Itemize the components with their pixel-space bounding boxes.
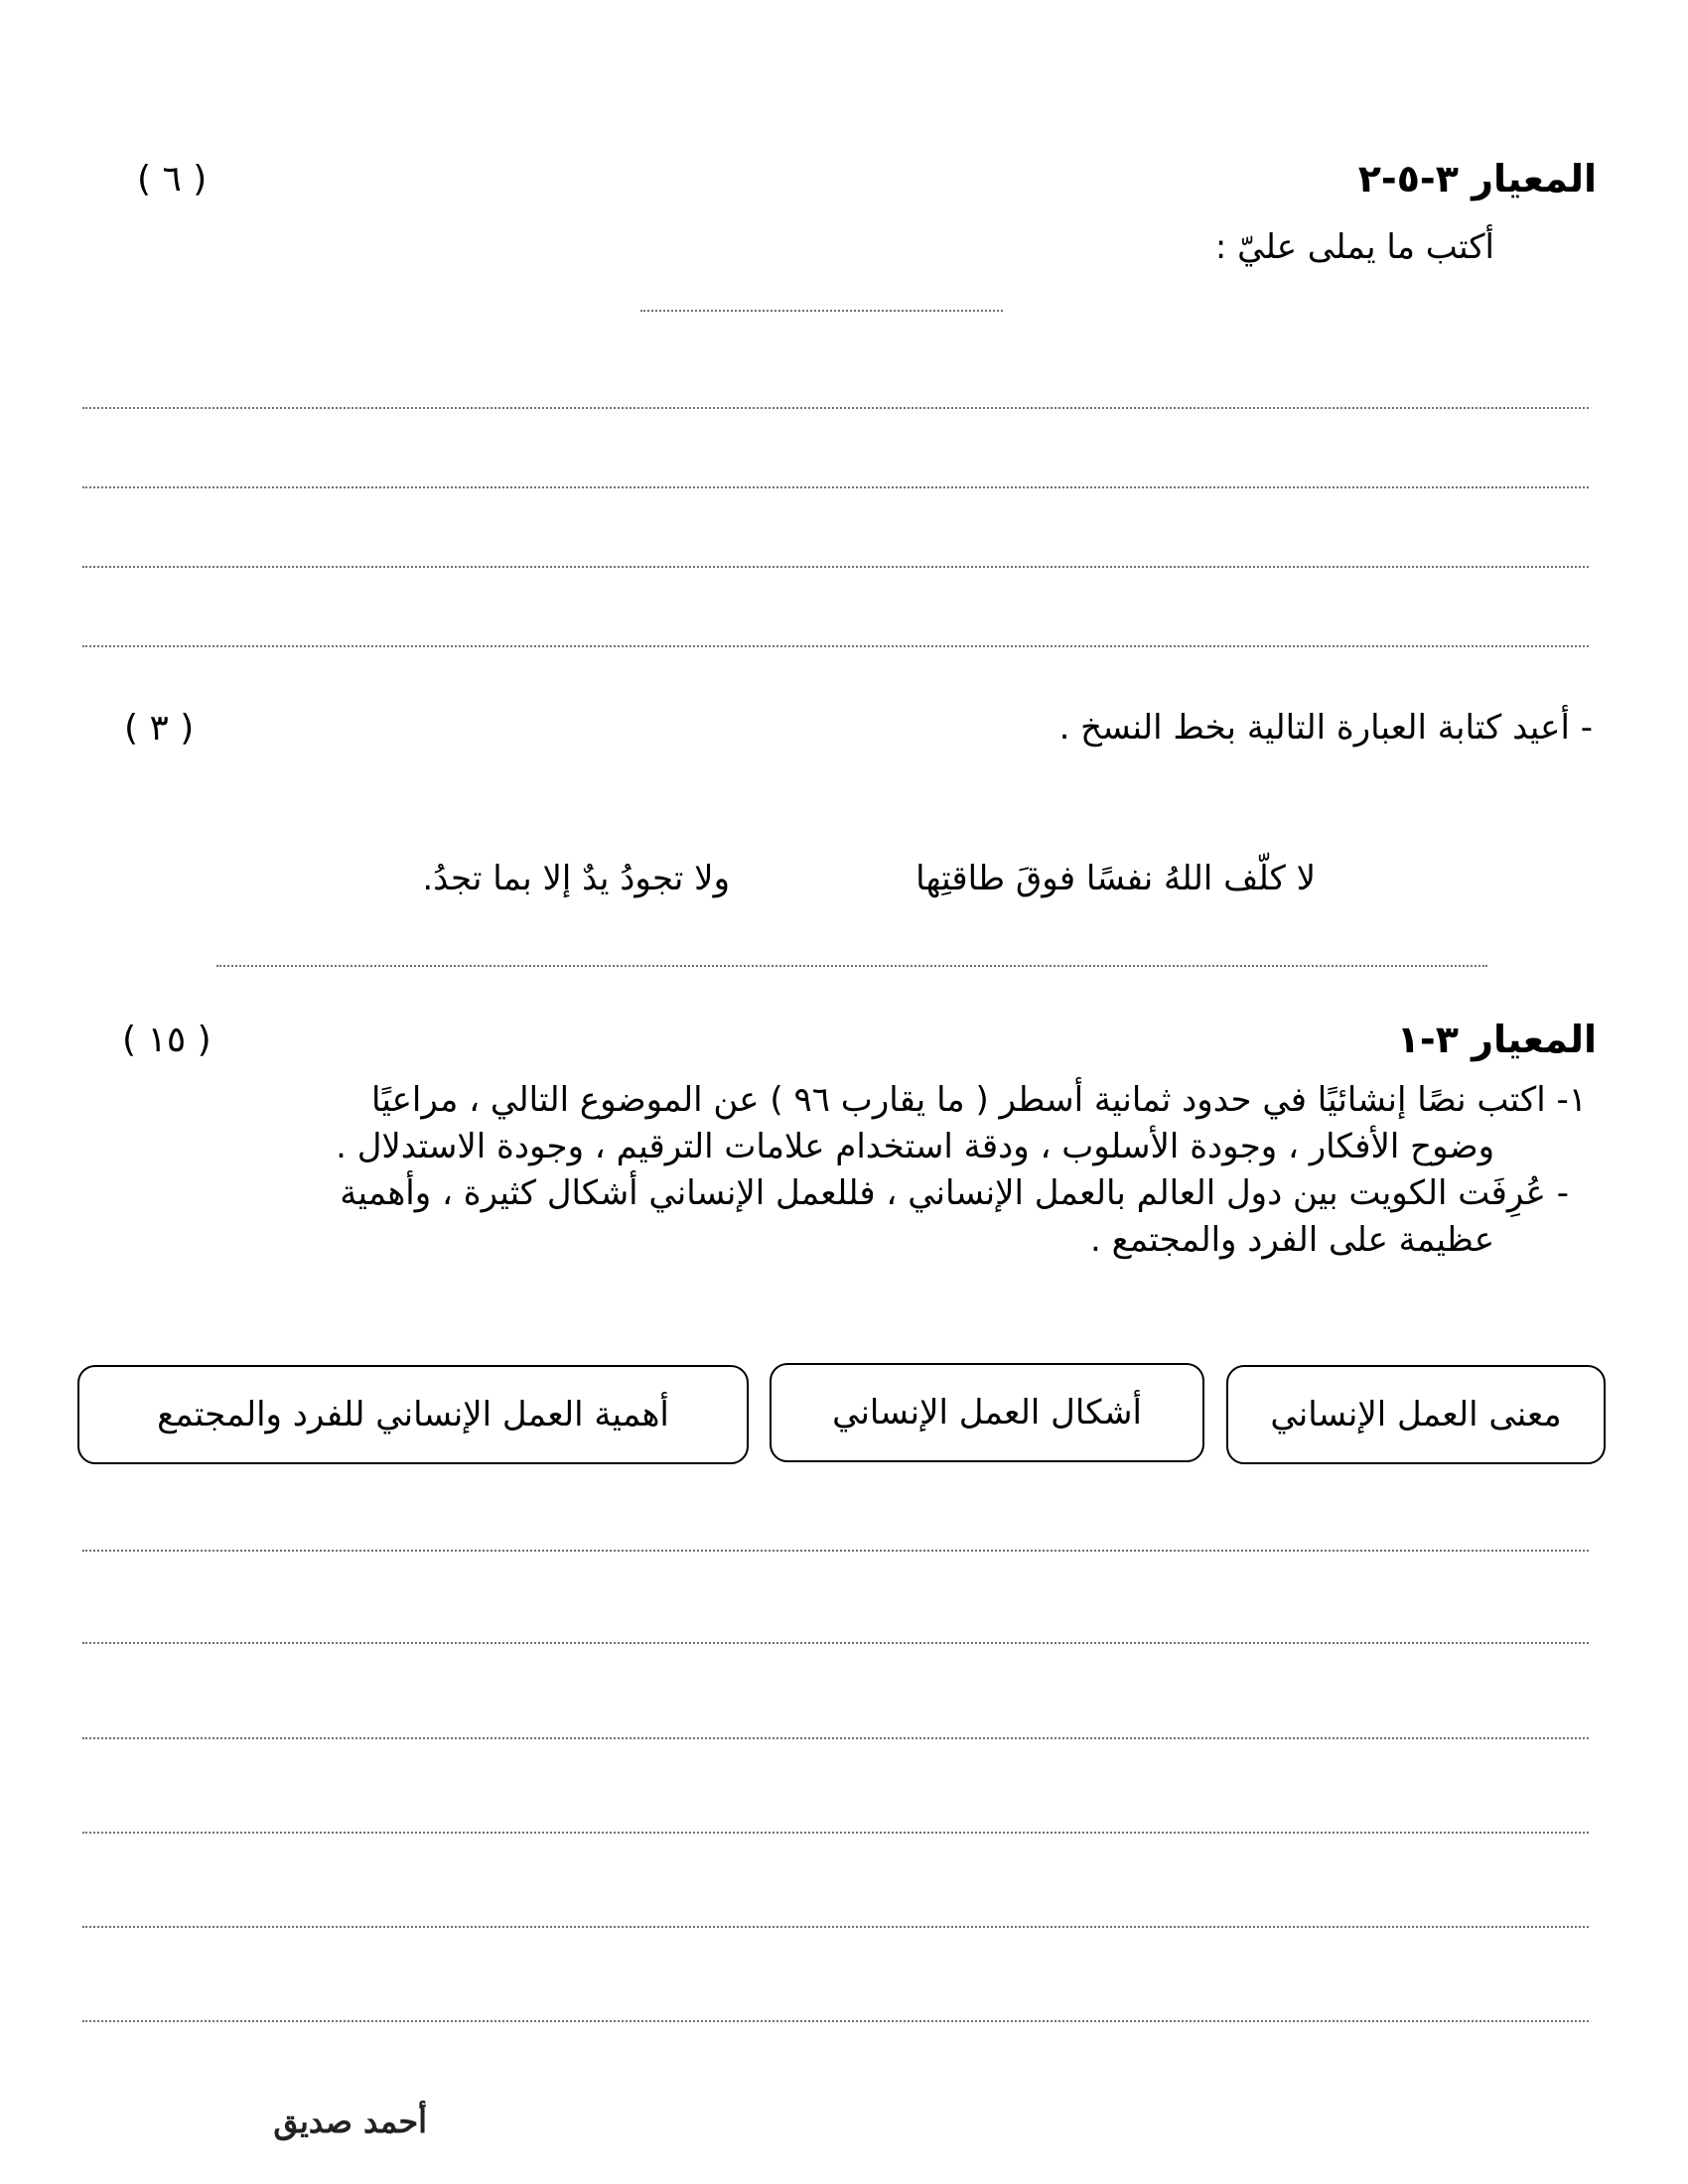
rewrite-line[interactable]	[216, 965, 1487, 967]
author-signature: أحمد صديق	[273, 2103, 427, 2140]
standard-heading-2: المعيار ٣-١	[1396, 1018, 1597, 1061]
essay-line[interactable]	[82, 1550, 1589, 1552]
marks-1: ( ٦ )	[137, 159, 208, 200]
phrase-part-2: ولا تجودُ يدٌ إلا بما تجدُ.	[422, 859, 730, 898]
essay-line[interactable]	[82, 1737, 1589, 1739]
essay-topic-line-2: عظيمة على الفرد والمجتمع .	[1090, 1220, 1494, 1260]
essay-line[interactable]	[82, 1926, 1589, 1928]
writing-line[interactable]	[82, 407, 1589, 409]
writing-line[interactable]	[82, 645, 1589, 647]
phrase-part-1: لا كلّف اللهُ نفسًا فوقَ طاقتِها	[915, 859, 1316, 898]
essay-line[interactable]	[82, 2020, 1589, 2022]
essay-line[interactable]	[82, 1642, 1589, 1644]
rewrite-instruction: - أعيد كتابة العبارة التالية بخط النسخ .	[1058, 708, 1593, 748]
marks-3: ( ١٥ )	[122, 1020, 211, 1060]
marks-2: ( ٣ )	[124, 708, 195, 749]
essay-task-line-1: ١- اكتب نصًا إنشائيًا في حدود ثمانية أسطر ( ما يقارب ٩٦ ) عن الموضوع التالي ، مراعيًا	[371, 1080, 1587, 1120]
standard-heading-1: المعيار ٣-٥-٢	[1357, 157, 1597, 201]
essay-task-line-2: وضوح الأفكار ، وجودة الأسلوب ، ودقة استخدام علامات الترقيم ، وجودة الاستدلال .	[336, 1127, 1494, 1166]
writing-line[interactable]	[82, 486, 1589, 488]
topic-box-forms: أشكال العمل الإنساني	[770, 1363, 1204, 1462]
topic-box-importance: أهمية العمل الإنساني للفرد والمجتمع	[77, 1365, 749, 1464]
writing-line[interactable]	[82, 566, 1589, 568]
dictation-instruction: أكتب ما يملى عليّ :	[1214, 227, 1494, 267]
essay-topic-line-1: - عُرِفَت الكويت بين دول العالم بالعمل الإنساني ، فللعمل الإنساني أشكال كثيرة ، وأهمية	[340, 1173, 1569, 1213]
title-writing-line[interactable]	[640, 310, 1003, 312]
essay-line[interactable]	[82, 1832, 1589, 1834]
topic-box-meaning: معنى العمل الإنساني	[1226, 1365, 1606, 1464]
